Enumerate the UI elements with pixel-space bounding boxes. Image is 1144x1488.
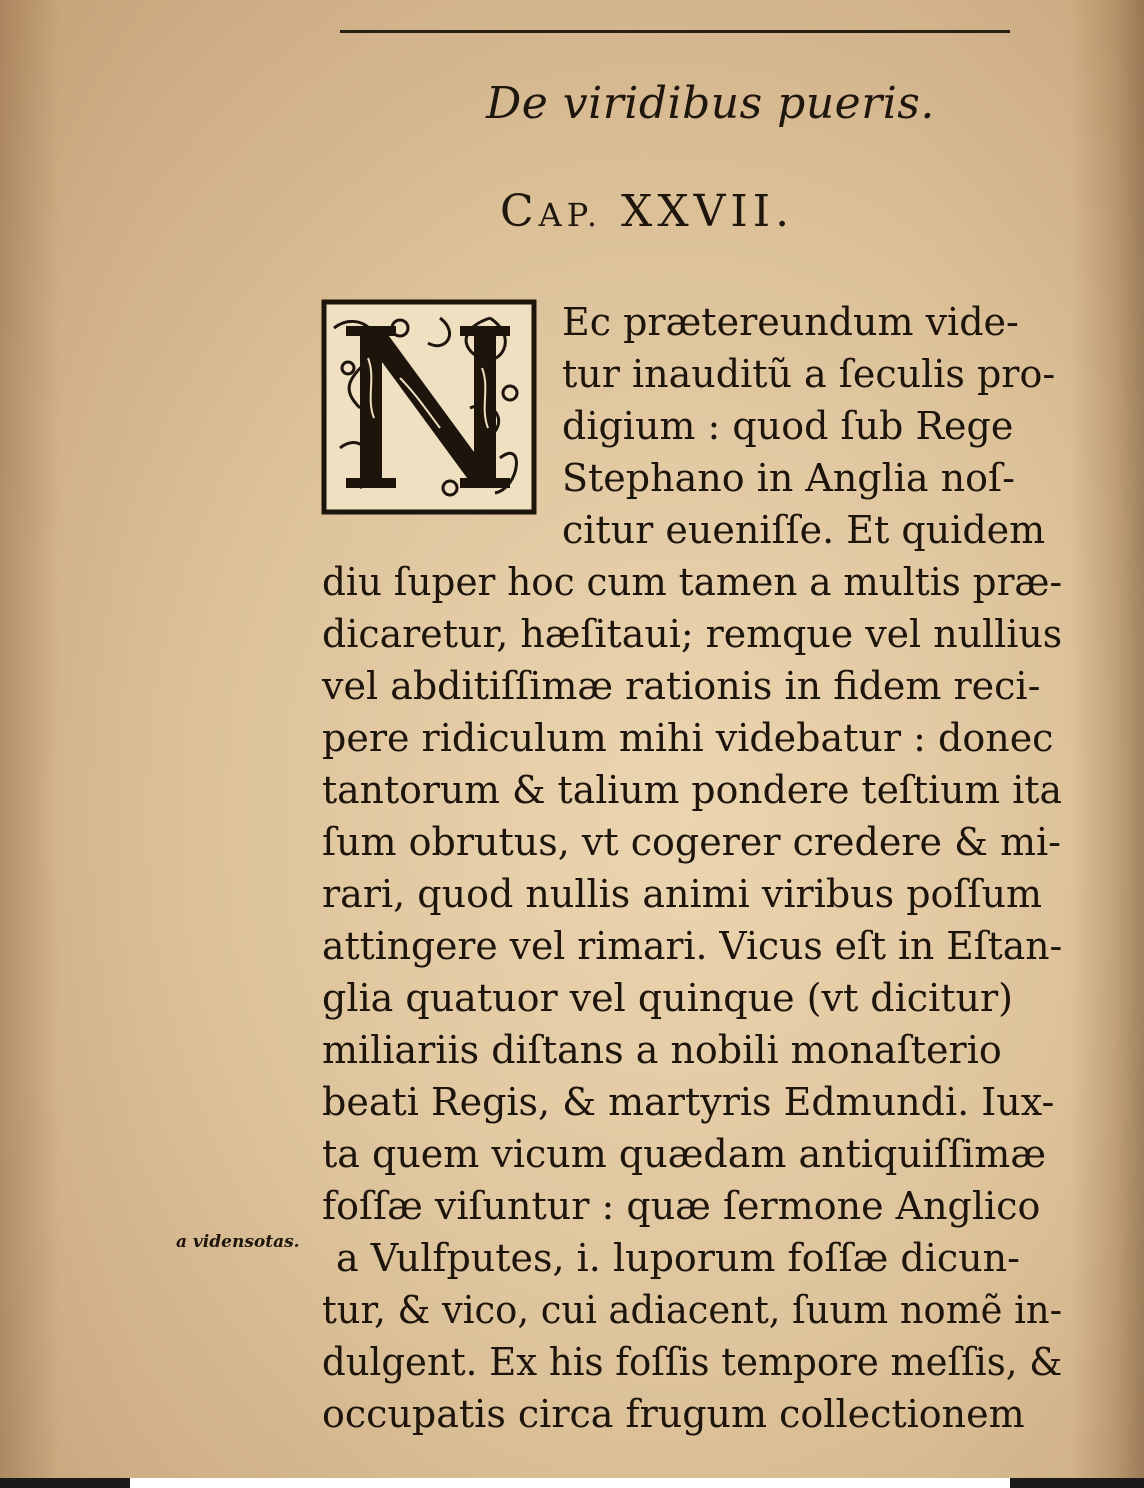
text-line: a Vulfputes, i. luporum foſſæ dicun- bbox=[336, 1236, 1020, 1280]
text-line: ſum obrutus, vt cogerer credere & mi- bbox=[322, 820, 1061, 864]
text-line: tur inauditũ a ſeculis pro- bbox=[562, 352, 1056, 396]
text-line: Ec prætereundum vide- bbox=[562, 300, 1019, 344]
chapter-heading bbox=[500, 186, 794, 237]
page-edge-shadow-right bbox=[1070, 0, 1144, 1488]
text-line: pere ridiculum mihi videbatur : donec bbox=[322, 716, 1054, 760]
text-line: vel abditiſſimæ rationis in fidem reci- bbox=[322, 664, 1041, 708]
text-line: dicaretur, hæſitaui; remque vel nullius bbox=[322, 612, 1063, 656]
text-line: attingere vel rimari. Vicus eſt in Eſtan- bbox=[322, 924, 1063, 968]
text-line: tantorum & talium pondere teſtium ita bbox=[322, 768, 1062, 812]
text-line: digium : quod ſub Rege bbox=[562, 404, 1014, 448]
bottom-edge bbox=[0, 1478, 1144, 1488]
chapter-prefix-rest: AP. bbox=[538, 196, 602, 234]
text-line: rari, quod nullis animi viribus poſſum bbox=[322, 872, 1043, 916]
text-line: tur, & vico, cui adiacent, ſuum nomẽ in- bbox=[322, 1288, 1063, 1332]
header-rule bbox=[340, 30, 1010, 33]
text-line: ta quem vicum quædam antiquiſſimæ bbox=[322, 1132, 1047, 1176]
chapter-prefix-cap: C bbox=[500, 186, 539, 237]
decorated-initial-n-icon bbox=[320, 298, 538, 516]
text-line: glia quatuor vel quinque (vt dicitur) bbox=[322, 976, 1013, 1020]
page-edge-shadow-left bbox=[0, 0, 60, 1488]
bottom-edge-gap bbox=[130, 1478, 1010, 1488]
margin-note: a vidensotas. bbox=[176, 1232, 300, 1252]
running-title: De viridibus pueris. bbox=[486, 78, 935, 129]
text-line: beati Regis, & martyris Edmundi. Iux- bbox=[322, 1080, 1055, 1124]
text-line: citur eueniſſe. Et quidem bbox=[562, 508, 1046, 552]
text-line: dulgent. Ex his foſſis tempore meſſis, & bbox=[322, 1340, 1063, 1384]
text-line: occupatis circa frugum collectionem bbox=[322, 1392, 1025, 1436]
text-line: diu ſuper hoc cum tamen a multis præ- bbox=[322, 560, 1063, 604]
text-line: miliariis diſtans a nobili monaſterio bbox=[322, 1028, 1002, 1072]
text-line: foſſæ viſuntur : quæ ſermone Anglico bbox=[322, 1184, 1041, 1228]
text-line: Stephano in Anglia noſ- bbox=[562, 456, 1015, 500]
chapter-number: XXVII. bbox=[621, 186, 795, 237]
